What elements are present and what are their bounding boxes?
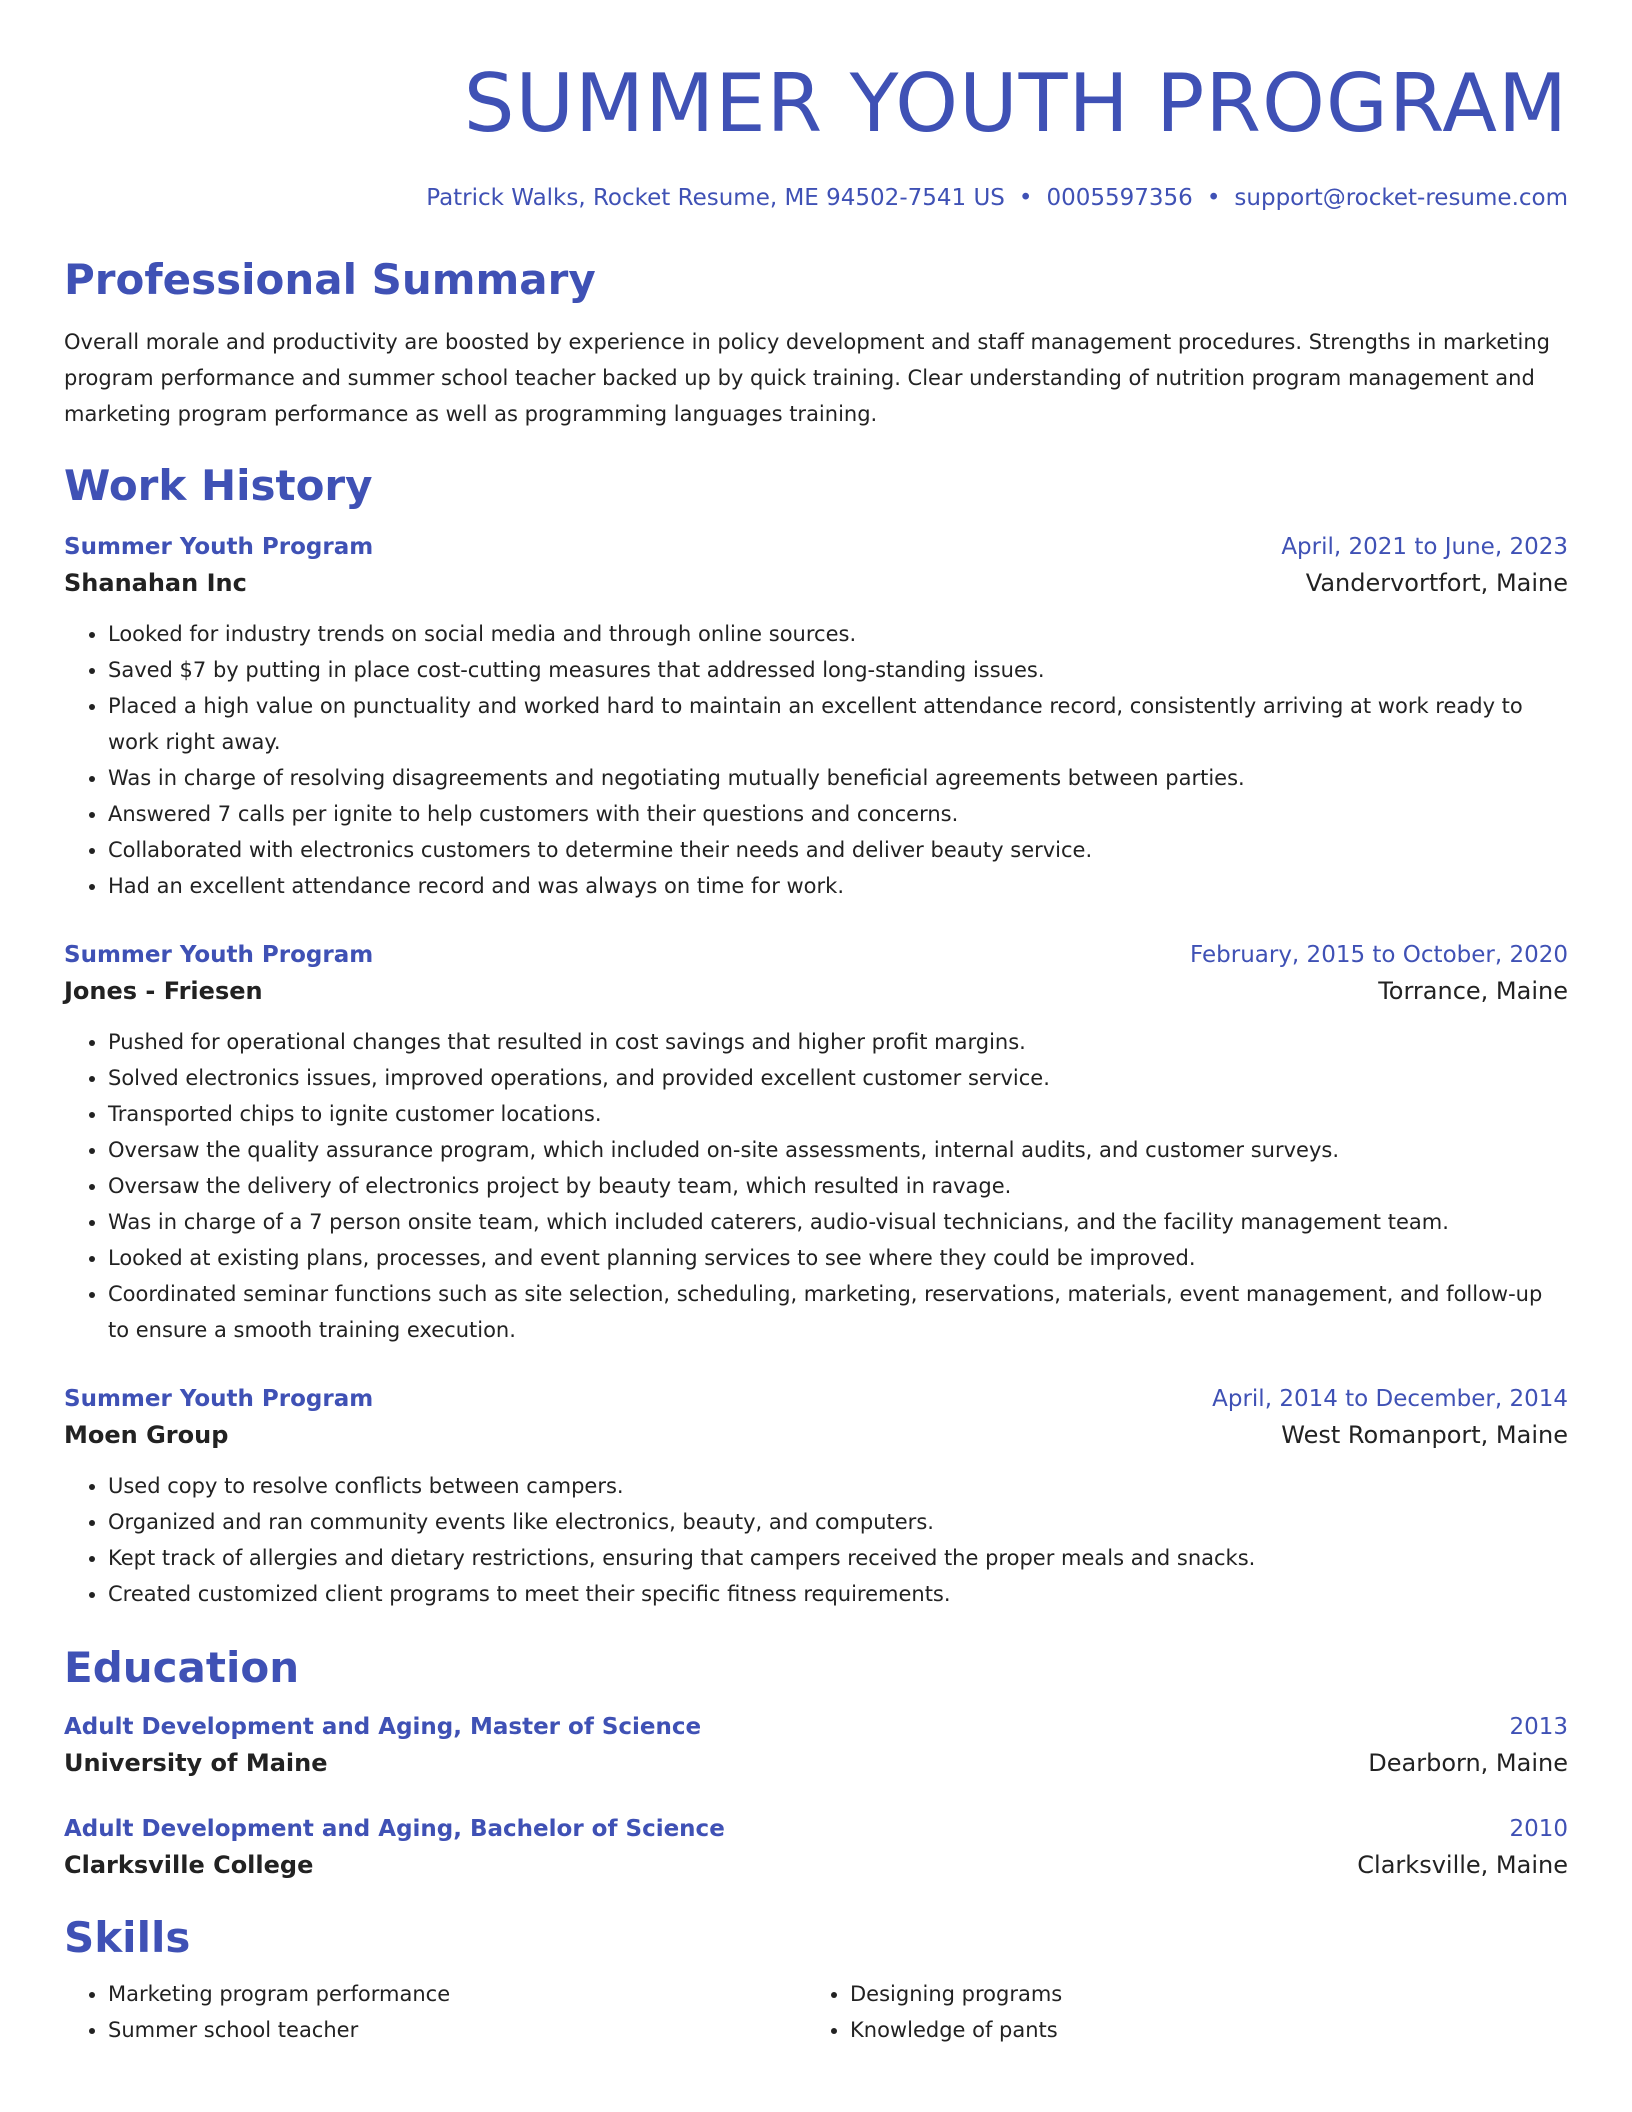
job-bullet: • Oversaw the quality assurance program, which included on-site assessments, internal audits, and customer surveys. [108, 1132, 1568, 1168]
summary-heading: Professional Summary [64, 255, 596, 304]
job-role: Summer Youth Program [64, 534, 374, 560]
skill-item: • Designing programs [850, 1976, 1548, 2012]
job-role: Summer Youth Program [64, 1386, 374, 1412]
job-bullet: • Looked at existing plans, processes, and event planning services to see where they could be improved. [108, 1240, 1568, 1276]
job-entry [64, 530, 1568, 904]
job-location: Vandervortfort, Maine [1305, 569, 1568, 597]
job-bullet: • Used copy to resolve conflicts between campers. [108, 1468, 1568, 1504]
job-entry [64, 1382, 1568, 1612]
job-bullet: • Had an excellent attendance record and was always on time for work. [108, 868, 1568, 904]
work-history-heading: Work History [64, 461, 373, 510]
education-degree: Adult Development and Aging, Master of Science [64, 1714, 702, 1740]
job-bullet: • Oversaw the delivery of electronics project by beauty team, which resulted in ravage. [108, 1168, 1568, 1204]
job-company: Jones - Friesen [64, 977, 263, 1005]
job-bullets [64, 616, 1568, 904]
resume-page [64, 56, 1568, 2048]
education-degree: Adult Development and Aging, Bachelor of Science [64, 1816, 725, 1842]
contact-email: support@rocket-resume.com [1234, 185, 1568, 211]
job-bullet: • Saved $7 by putting in place cost-cutting measures that addressed long-standing issues. [108, 652, 1568, 688]
job-bullet: • Was in charge of a 7 person onsite team, which included caterers, audio-visual technicians, and the facility management team. [108, 1204, 1568, 1240]
education-entry [64, 1812, 1568, 1884]
contact-separator: • [1018, 185, 1033, 211]
job-company: Moen Group [64, 1421, 229, 1449]
contact-address: Patrick Walks, Rocket Resume, ME 94502-7541 US [426, 185, 1005, 211]
job-bullet: • Answered 7 calls per ignite to help customers with their questions and concerns. [108, 796, 1568, 832]
education-year: 2010 [1509, 1816, 1568, 1842]
skill-item: • Knowledge of pants [850, 2012, 1548, 2048]
job-bullet: • Solved electronics issues, improved operations, and provided excellent customer service. [108, 1060, 1568, 1096]
skills-list [64, 1976, 1568, 2048]
job-location: West Romanport, Maine [1281, 1421, 1568, 1449]
job-dates: April, 2014 to December, 2014 [1212, 1386, 1568, 1412]
job-bullet: • Placed a high value on punctuality and worked hard to maintain an excellent attendance record, consistently arriving at work ready to work right away. [108, 688, 1568, 760]
resume-name: SUMMER YOUTH PROGRAM [463, 57, 1568, 150]
skills-column-left [64, 1976, 806, 2048]
education-heading: Education [64, 1643, 300, 1692]
skill-item: • Marketing program performance [108, 1976, 806, 2012]
job-bullets [64, 1024, 1568, 1348]
education-year: 2013 [1509, 1714, 1568, 1740]
summary-text: Overall morale and productivity are boosted by experience in policy development and staff management procedures. Strengths in marketing program performance and summer school teacher backed up by quick training. Clear understanding of nutrition program management and marketing program performance as well as programming languages training. [64, 330, 1550, 426]
skills-heading: Skills [64, 1913, 191, 1962]
skill-item: • Summer school teacher [108, 2012, 806, 2048]
skills-column-right [806, 1976, 1548, 2048]
education-location: Dearborn, Maine [1368, 1749, 1568, 1777]
contact-line [64, 182, 1568, 214]
job-role: Summer Youth Program [64, 942, 374, 968]
job-bullet: • Organized and ran community events like electronics, beauty, and computers. [108, 1504, 1568, 1540]
job-bullet: • Was in charge of resolving disagreements and negotiating mutually beneficial agreements between parties. [108, 760, 1568, 796]
education-school: Clarksville College [64, 1851, 314, 1879]
job-location: Torrance, Maine [1378, 977, 1568, 1005]
job-dates: April, 2021 to June, 2023 [1281, 534, 1568, 560]
job-bullet: • Created customized client programs to meet their specific fitness requirements. [108, 1576, 1568, 1612]
job-bullet: • Transported chips to ignite customer locations. [108, 1096, 1568, 1132]
job-entry [64, 938, 1568, 1348]
job-bullet: • Coordinated seminar functions such as site selection, scheduling, marketing, reservations, materials, event management, and follow-up to ensure a smooth training execution. [108, 1276, 1568, 1348]
job-bullet: • Kept track of allergies and dietary restrictions, ensuring that campers received the proper meals and snacks. [108, 1540, 1568, 1576]
job-bullet: • Collaborated with electronics customers to determine their needs and deliver beauty service. [108, 832, 1568, 868]
education-entry [64, 1710, 1568, 1782]
education-school: University of Maine [64, 1749, 328, 1777]
education-location: Clarksville, Maine [1357, 1851, 1568, 1879]
contact-phone: 0005597356 [1046, 185, 1193, 211]
job-company: Shanahan Inc [64, 569, 247, 597]
job-bullet: • Pushed for operational changes that resulted in cost savings and higher profit margins. [108, 1024, 1568, 1060]
job-bullets [64, 1468, 1568, 1612]
contact-separator: • [1206, 185, 1221, 211]
job-dates: February, 2015 to October, 2020 [1190, 942, 1568, 968]
job-bullet: • Looked for industry trends on social media and through online sources. [108, 616, 1568, 652]
